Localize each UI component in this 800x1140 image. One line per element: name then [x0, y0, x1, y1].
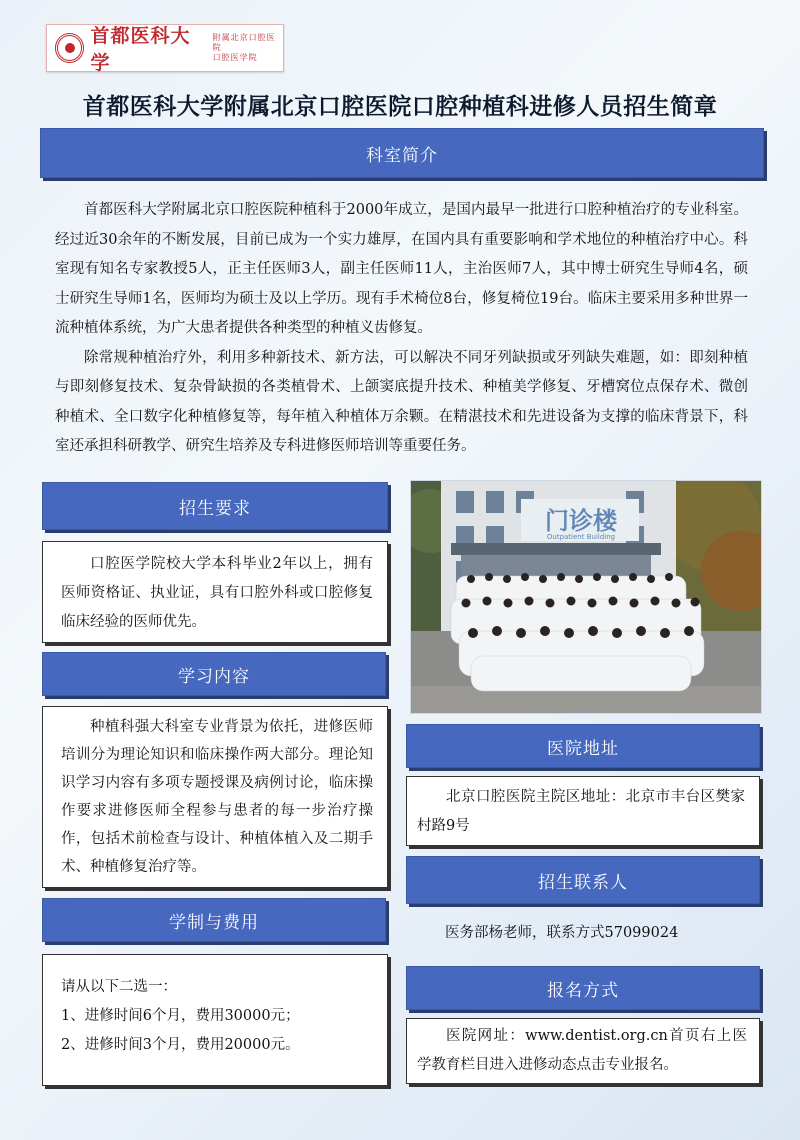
logo-sub-line2: 口腔医学院	[212, 53, 258, 62]
address-text: 北京口腔医院主院区地址：北京市丰台区樊家村路9号	[417, 789, 745, 834]
study-box	[42, 706, 388, 888]
section-heading-requirements: 招生要求	[42, 482, 388, 530]
hospital-logo	[46, 24, 284, 72]
university-seal-icon	[55, 33, 84, 63]
logo-sub-line1: 附属北京口腔医院	[212, 33, 276, 52]
contact-text: 医务部杨老师，联系方式57099024	[445, 925, 679, 941]
team-photo-image	[411, 481, 761, 713]
section-heading-study: 学习内容	[42, 652, 386, 696]
requirements-box	[42, 541, 388, 643]
building-sign-sub: Outpatient Building	[546, 533, 616, 541]
fees-line-1: 请从以下二选一：	[61, 979, 177, 995]
section-heading-contact: 招生联系人	[406, 856, 760, 904]
fees-line-3: 2、进修时间3个月，费用20000元。	[61, 1037, 300, 1053]
apply-text: 医院网址：www.dentist.org.cn首页右上医学教育栏目进入进修动态点击专业报名。	[417, 1028, 747, 1073]
section-heading-intro: 科室简介	[40, 128, 764, 178]
logo-subtitle	[213, 33, 283, 63]
intro-text	[55, 196, 748, 462]
intro-paragraph-1: 首都医科大学附属北京口腔医院种植科于2000年成立，是国内最早一批进行口腔种植治疗的专业科室。经过近30余年的不断发展，目前已成为一个实力雄厚，在国内具有重要影响和学术地位的种植治疗中心。科室现有知名专家教授5人，正主任医师3人，副主任医师11人，主治医师7人，其中博士研究生导师4名，硕士研究生导师1名，医师均为硕士及以上学历。现有手术椅位8台，修复椅位19台。临床主要采用多种世界一流种植体系统，为广大患者提供各种类型的种植义齿修复。	[55, 202, 748, 336]
team-photo	[410, 480, 762, 714]
page-title: 首都医科大学附属北京口腔医院口腔种植科进修人员招生简章	[82, 94, 718, 120]
building-sign: 门诊楼	[545, 507, 617, 535]
section-heading-address: 医院地址	[406, 724, 760, 768]
section-heading-apply: 报名方式	[406, 966, 760, 1010]
study-text: 种植科强大科室专业背景为依托，进修医师培训分为理论知识和临床操作两大部分。理论知识学习内容有多项专题授课及病例讨论，临床操作要求进修医师全程参与患者的每一步治疗操作，包括术前检查与设计、种植体植入及二期手术、种植修复治疗等。	[61, 719, 373, 875]
intro-paragraph-2: 除常规种植治疗外，利用多种新技术、新方法，可以解决不同牙列缺损或牙列缺失难题，如：即刻种植与即刻修复技术、复杂骨缺损的各类植骨术、上颌窦底提升技术、种植美学修复、牙槽窝位点保存术、微创种植术、全口数字化种植修复等，每年植入种植体万余颗。在精湛技术和先进设备为支撑的临床背景下，科室还承担科研教学、研究生培养及专科进修医师培训等重要任务。	[55, 349, 748, 454]
requirements-text: 口腔医学院校大学本科毕业2年以上，拥有医师资格证、执业证，具有口腔外科或口腔修复临床经验的医师优先。	[61, 556, 373, 630]
fees-box	[42, 954, 388, 1086]
section-heading-fees: 学制与费用	[42, 898, 386, 942]
contact-box	[406, 915, 760, 961]
logo-name: 首都医科大学	[90, 25, 191, 74]
fees-line-2: 1、进修时间6个月，费用30000元；	[61, 1008, 300, 1024]
address-box	[406, 776, 760, 846]
apply-box	[406, 1018, 760, 1084]
